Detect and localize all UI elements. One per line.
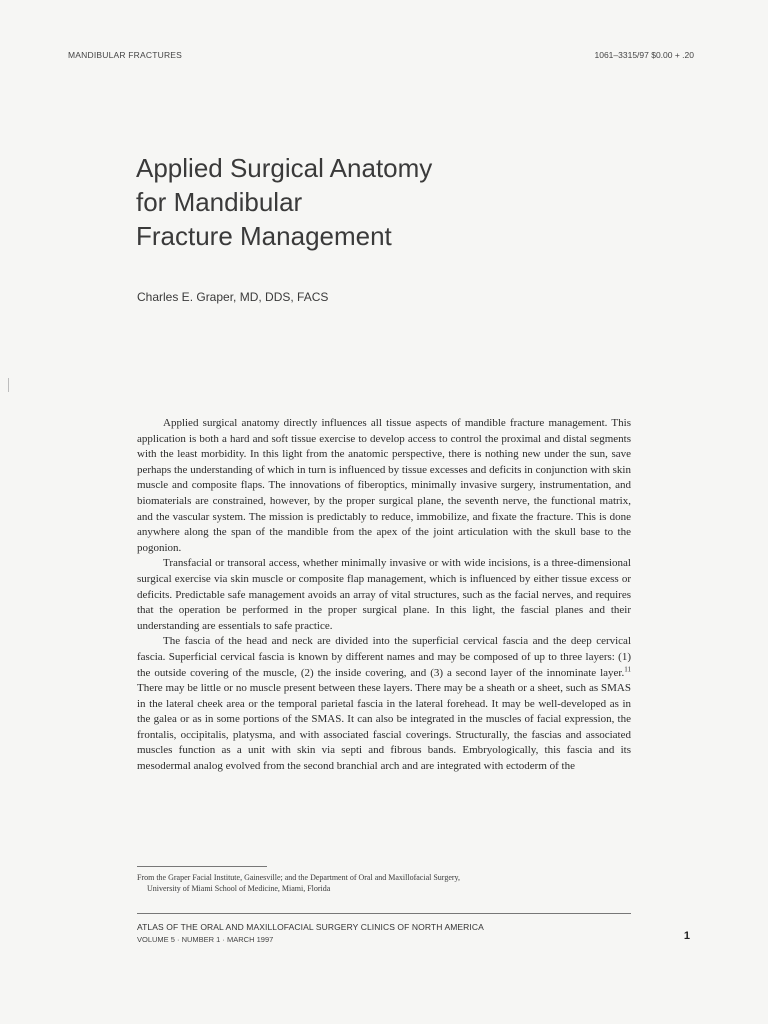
margin-mark (8, 378, 9, 392)
paragraph-2: Transfacial or transoral access, whether minimally invasive or with wide incisions, is a three-dimensional surgical exercise via skin muscle or composite flap management, which is influenced by either tissue excess or deficits. Predictable safe management avoids an array of vital structures, such as the facial nerves, and requires that the operation be performed in the proper surgical plane. In this light, the fascial planes and their understanding are essentials to safe practice. (137, 557, 631, 632)
footnote-line-1: From the Graper Facial Institute, Gainesville; and the Department of Oral and Maxillofacial Surgery, (137, 873, 461, 882)
footer-volume-info: VOLUME 5 · NUMBER 1 · MARCH 1997 (137, 935, 274, 944)
article-title (136, 151, 432, 253)
paragraph-3 (137, 634, 631, 774)
title-line: Fracture Management (136, 221, 392, 251)
title-line: Applied Surgical Anatomy (136, 153, 433, 183)
affiliation-footnote (137, 872, 631, 894)
reference-superscript: 11 (624, 664, 631, 673)
article-author: Charles E. Graper, MD, DDS, FACS (137, 290, 329, 304)
footnote-divider (137, 866, 267, 867)
running-head-code: 1061–3315/97 $0.00 + .20 (594, 50, 694, 60)
footnote-line-2: University of Miami School of Medicine, Miami, Florida (147, 884, 331, 893)
paragraph-3-text-a: The fascia of the head and neck are divided into the superficial cervical fascia and the deep cervical fascia. Superficial cervical fascia is known by different names and may be composed of up to three layers: (1) the outside covering of the muscle, (2) the inside covering, and (3) a second layer of the innominate layer. (137, 635, 631, 679)
article-body (137, 416, 631, 775)
running-head-title: MANDIBULAR FRACTURES (68, 50, 183, 60)
footer-journal-name: ATLAS OF THE ORAL AND MAXILLOFACIAL SURGERY CLINICS OF NORTH AMERICA (137, 922, 484, 932)
title-line: for Mandibular (136, 187, 303, 217)
paragraph-3-text-b: There may be little or no muscle present between these layers. There may be a sheath or a sheet, such as SMAS in the lateral cheek area or the temporal parietal fascia in the lateral forehead. It may be well-developed as in the galea or as in some portions of the SMAS. It can also be integrated in the muscles of facial expression, the frontalis, occipitalis, platysma, and with associated fascial coverings. Structurally, the fascias and associated muscles function as a unit with skin via septi and fibrous bands. Embryologically, this fascia and its mesodermal analog evolved from the second branchial arch and are integrated with ectoderm of the (137, 682, 631, 773)
page-number: 1 (683, 930, 690, 942)
footer-divider (137, 913, 631, 914)
paragraph-1: Applied surgical anatomy directly influences all tissue aspects of mandible fracture management. This application is both a hard and soft tissue exercise to develop access to control the proximal and distal segments with the least morbidity. In this light from the anatomic perspective, there is nothing new under the sun, save perhaps the understanding of which in turn is influenced by tissue excesses and deficits in conjunction with skin muscle and composite flaps. The innovations of fiberoptics, minimally invasive surgery, instrumentation, and biomaterials are constrained, however, by the proper surgical plane, the seventh nerve, the functional matrix, and the vascular system. The mission is predictably to reduce, immobilize, and fixate the fracture. This is done anywhere along the span of the mandible from the apex of the joint articulation with the skull base to the pogonion. (137, 417, 631, 554)
